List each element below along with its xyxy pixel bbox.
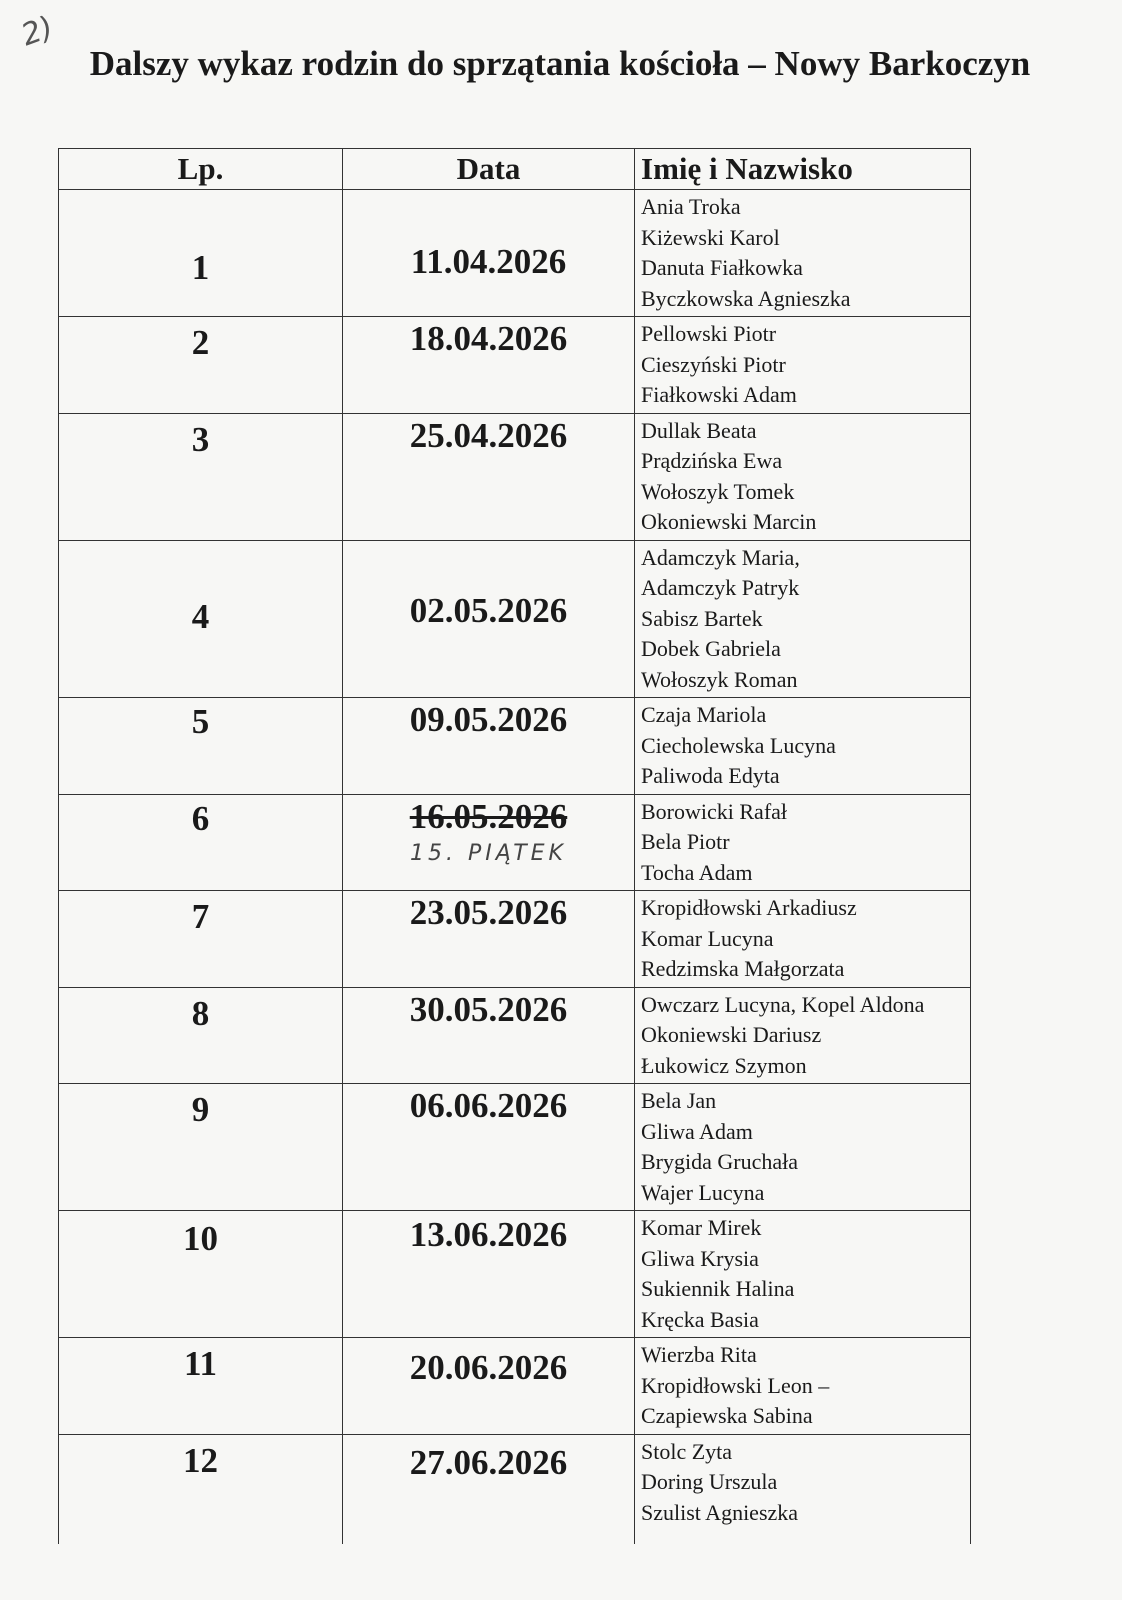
row-names xyxy=(635,190,971,317)
family-name: Tocha Adam xyxy=(641,859,753,885)
row-number xyxy=(59,794,343,891)
row-number-text: 11 xyxy=(183,1344,218,1383)
header-lp: Lp. xyxy=(59,149,343,190)
row-names xyxy=(635,1434,971,1544)
row-number xyxy=(59,1434,343,1544)
row-date xyxy=(343,1211,635,1338)
row-date-text: 11.04.2026 xyxy=(410,242,567,281)
row-number xyxy=(59,317,343,414)
family-name: Fiałkowski Adam xyxy=(641,382,797,407)
row-number xyxy=(59,1211,343,1338)
header-date: Data xyxy=(343,149,635,190)
row-number xyxy=(59,987,343,1084)
row-date-text: 27.06.2026 xyxy=(409,1442,568,1482)
row-date xyxy=(343,317,635,414)
row-date-text: 30.05.2026 xyxy=(409,989,568,1029)
table-row xyxy=(59,317,971,414)
family-name: Łukowicz Szymon xyxy=(641,1052,807,1078)
row-number xyxy=(59,1338,343,1435)
family-name: Ania Troka xyxy=(641,194,741,219)
family-name: Gliwa Adam xyxy=(641,1118,753,1144)
row-date-text: 09.05.2026 xyxy=(409,700,568,739)
family-name: Bela Jan xyxy=(641,1088,717,1113)
page-title: Dalszy wykaz rodzin do sprzątania kościoła – Nowy Barkoczyn xyxy=(89,44,1031,83)
row-date-text: 18.04.2026 xyxy=(409,319,568,358)
table-row xyxy=(59,794,971,891)
row-date xyxy=(343,540,635,698)
family-name: Owczarz Lucyna, Kopel Aldona xyxy=(641,991,925,1017)
header-names: Imię i Nazwisko xyxy=(635,149,971,190)
row-date xyxy=(343,1338,635,1435)
row-date xyxy=(343,413,635,540)
table-row xyxy=(59,540,971,698)
family-name: Kręcka Basia xyxy=(641,1306,759,1332)
row-number xyxy=(59,698,343,795)
family-name: Stolc Zyta xyxy=(641,1438,733,1464)
row-names xyxy=(635,413,971,540)
row-number-text: 9 xyxy=(191,1090,210,1129)
family-name: Sukiennik Halina xyxy=(641,1276,795,1301)
family-name: Wajer Lucyna xyxy=(641,1179,765,1205)
cleaning-schedule-table xyxy=(58,148,971,1544)
row-names xyxy=(635,987,971,1084)
row-number-text: 8 xyxy=(191,993,210,1033)
handwritten-date-correction: 15. PIĄTEK xyxy=(410,840,567,866)
family-name: Komar Lucyna xyxy=(641,925,774,951)
family-name: Borowicki Rafał xyxy=(641,798,788,824)
family-name: Pellowski Piotr xyxy=(641,321,777,346)
row-names xyxy=(635,1084,971,1211)
row-number-text: 2 xyxy=(191,323,210,362)
row-number xyxy=(59,540,343,698)
row-number-text: 4 xyxy=(191,596,210,636)
row-date xyxy=(343,190,635,317)
row-names xyxy=(635,1211,971,1338)
family-name: Sabisz Bartek xyxy=(641,605,763,631)
table-row xyxy=(59,413,971,540)
family-name: Redzimska Małgorzata xyxy=(641,956,845,981)
family-name: Prądzińska Ewa xyxy=(641,448,783,473)
row-number-text: 7 xyxy=(191,897,210,936)
table-header-row xyxy=(59,149,971,190)
family-name: Wołoszyk Roman xyxy=(641,666,798,692)
row-date xyxy=(343,698,635,795)
family-name: Wierzba Rita xyxy=(641,1342,757,1367)
family-name: Czapiewska Sabina xyxy=(641,1403,813,1428)
family-name: Okoniewski Marcin xyxy=(641,509,817,534)
row-number xyxy=(59,1084,343,1211)
row-number xyxy=(59,190,343,317)
family-name: Ciecholewska Lucyna xyxy=(641,732,836,758)
row-names xyxy=(635,794,971,891)
row-date xyxy=(343,794,635,891)
row-date-text: 06.06.2026 xyxy=(409,1086,568,1125)
family-name: Bela Piotr xyxy=(641,829,730,854)
row-number-text: 1 xyxy=(191,248,210,287)
row-number-text: 12 xyxy=(183,1440,218,1480)
family-name: Dullak Beata xyxy=(641,417,757,443)
row-date xyxy=(343,891,635,988)
table-row xyxy=(59,1338,971,1435)
row-names xyxy=(635,698,971,795)
family-name: Dobek Gabriela xyxy=(641,636,781,661)
row-date xyxy=(343,987,635,1084)
family-name: Okoniewski Dariusz xyxy=(641,1022,822,1047)
family-name: Kropidłowski Arkadiusz xyxy=(641,895,857,920)
family-name: Danuta Fiałkowka xyxy=(641,255,803,280)
family-name: Doring Urszula xyxy=(641,1469,778,1494)
table-row xyxy=(59,190,971,317)
table-row xyxy=(59,891,971,988)
family-name: Szulist Agnieszka xyxy=(641,1499,799,1525)
row-date-text: 02.05.2026 xyxy=(409,590,568,630)
family-name: Komar Mirek xyxy=(641,1215,762,1240)
row-names xyxy=(635,1338,971,1435)
handwritten-page-number: 2) xyxy=(16,9,58,54)
row-number-text: 3 xyxy=(191,419,210,459)
row-number xyxy=(59,413,343,540)
row-date-text: 23.05.2026 xyxy=(409,893,568,932)
row-number-text: 10 xyxy=(183,1219,218,1258)
row-date-text: 16.05.2026 xyxy=(409,796,568,836)
table-row xyxy=(59,1434,971,1544)
family-name: Brygida Gruchała xyxy=(641,1149,798,1174)
row-date-text: 20.06.2026 xyxy=(409,1348,568,1387)
family-name: Paliwoda Edyta xyxy=(641,763,780,788)
row-number-text: 5 xyxy=(191,702,210,741)
row-date xyxy=(343,1434,635,1544)
family-name: Byczkowska Agnieszka xyxy=(641,285,851,311)
row-number xyxy=(59,891,343,988)
family-name: Cieszyński Piotr xyxy=(641,351,786,377)
table-row xyxy=(59,1211,971,1338)
row-date-text: 13.06.2026 xyxy=(409,1215,568,1254)
family-name: Kiżewski Karol xyxy=(641,224,780,250)
family-name: Kropidłowski Leon – xyxy=(641,1372,830,1398)
row-names xyxy=(635,317,971,414)
family-name: Adamczyk Maria, xyxy=(641,544,800,570)
family-name: Adamczyk Patryk xyxy=(641,575,800,600)
row-date-text: 25.04.2026 xyxy=(409,415,568,455)
family-name: Gliwa Krysia xyxy=(641,1245,759,1271)
table-row xyxy=(59,1084,971,1211)
family-name: Wołoszyk Tomek xyxy=(641,478,795,504)
table-row xyxy=(59,698,971,795)
family-name: Czaja Mariola xyxy=(641,702,767,727)
row-names xyxy=(635,540,971,698)
table-row xyxy=(59,987,971,1084)
row-names xyxy=(635,891,971,988)
row-date xyxy=(343,1084,635,1211)
row-number-text: 6 xyxy=(191,798,210,838)
